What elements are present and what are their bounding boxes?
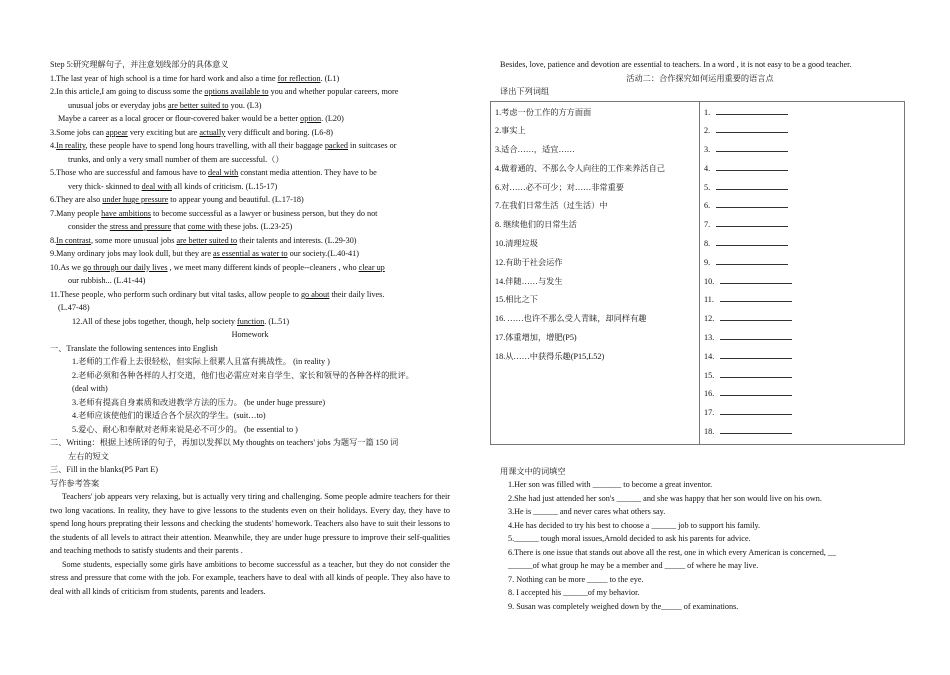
sentence-text: their talents and interests. (L.29-30) — [237, 235, 357, 245]
sentence-text: consider the — [68, 222, 110, 231]
answer-number: 8. — [704, 239, 711, 249]
sentence-text: 2.In this article,I am going to discuss some the — [50, 87, 205, 96]
answer-blank[interactable] — [720, 404, 792, 415]
sentence-line — [50, 234, 450, 248]
right-column — [490, 58, 910, 613]
sentence-text: . (L1) — [320, 73, 340, 83]
answer-blank[interactable] — [720, 273, 792, 284]
translate-label: 译出下列词组 — [500, 87, 550, 96]
hw1-item: 2.老师必须和各种各样的人打交道，他们也必需应对来自学生、家长和领导的各种各样的批评。 — [72, 370, 414, 380]
homework-title: Homework — [231, 330, 269, 339]
underlined-phrase: go through our daily lives — [82, 262, 168, 272]
answer-blank[interactable] — [720, 348, 792, 359]
sentence-line — [50, 85, 450, 99]
sentence-text: these jobs. (L.23-25) — [221, 222, 293, 231]
answer-row — [704, 329, 900, 348]
sentence-line — [50, 112, 450, 126]
fill-item: 6.There is one issue that stands out above all the rest, one in which every American is concerned, __ — [508, 547, 837, 557]
sentence-text: in suitcases or — [348, 141, 397, 150]
underlined-phrase: stress and pressure — [109, 222, 172, 231]
answer-row — [704, 291, 900, 310]
answer-row — [704, 348, 900, 367]
sentence-text: 11.These people, who perform such ordinary but vital tasks, allow people to — [50, 289, 301, 299]
sentence-line — [50, 247, 450, 261]
answer-blank[interactable] — [720, 423, 792, 434]
sentence-text: very exciting but are — [127, 127, 200, 137]
underlined-phrase: In contrast — [56, 235, 91, 245]
sentence-text: very thick- skinned to — [68, 181, 142, 191]
phrase-item: 4.做着通的、不那么令人向往的工作来养活自己 — [495, 163, 665, 173]
answer-blank[interactable] — [716, 179, 788, 190]
underlined-phrase: for reflection — [277, 73, 321, 83]
sentence-line — [50, 153, 450, 167]
answer-row — [704, 310, 900, 329]
hw2-title-cont: 左右的短文 — [68, 451, 109, 461]
sentence-text: unusual jobs or everyday jobs — [68, 100, 168, 110]
fill-item: 8. I accepted his ______of my behavior. — [508, 588, 640, 598]
fill-title: 用课文中的词填空 — [500, 466, 566, 476]
underlined-phrase: clear up — [358, 262, 385, 272]
vocab-table — [490, 101, 905, 445]
top-sentence: Besides, love, patience and devotion are essential to teachers. In a word , it is not easy to be a good teacher. — [500, 60, 852, 69]
answer-number: 4. — [704, 163, 711, 173]
underlined-phrase: as essential as water to — [213, 249, 288, 258]
sentence-text: 9.Many ordinary jobs may look dull, but they are — [50, 249, 214, 258]
answer-row — [704, 235, 900, 254]
sentence-line — [50, 220, 450, 234]
sentence-text: , some more unusual jobs — [90, 235, 177, 245]
fill-item: 9. Susan was completely weighed down by the_____ of examinations. — [508, 601, 739, 611]
sentence-text: 4. — [50, 141, 57, 150]
sentence-line — [50, 301, 450, 315]
answer-blank[interactable] — [716, 235, 788, 246]
underlined-phrase: appear — [105, 127, 128, 137]
answer-number: 7. — [704, 220, 711, 230]
sentence-line — [50, 99, 450, 113]
answer-number: 18. — [704, 427, 715, 437]
sentence-text: 6.They are also — [50, 195, 103, 204]
underlined-phrase: have ambitions — [101, 208, 151, 218]
phrase-item: 8. 继续他们的日常生活 — [495, 220, 577, 230]
underlined-phrase: deal with — [208, 168, 239, 177]
sentence-line — [50, 72, 450, 86]
answer-row — [704, 141, 900, 160]
step-title: Step 5:研究理解句子，并注意划线部分的具体意义 — [50, 60, 229, 69]
answer-blank[interactable] — [720, 367, 792, 378]
answer-blank[interactable] — [720, 329, 792, 340]
fill-item: 2.She had just attended her son's ______ and she was happy that her son would live on his own. — [508, 493, 822, 503]
sentence-text: all kinds of criticism. (L.15-17) — [171, 181, 278, 191]
phrase-item: 3.适合……，适宜…… — [495, 145, 575, 155]
phrase-item: 1.考虑一份工作的方方面面 — [495, 107, 592, 117]
sentence-text: 8. — [50, 235, 57, 245]
sentence-text: 5.Those who are successful and famous have to — [50, 168, 209, 177]
left-column — [50, 58, 450, 598]
answer-number: 6. — [704, 201, 711, 211]
answer-blank[interactable] — [716, 160, 788, 171]
underlined-phrase: under huge pressure — [102, 195, 169, 204]
answer-blank[interactable] — [716, 141, 788, 152]
fill-item: 5.______ tough moral issues,Arnold decided to ask his parents for advice. — [508, 534, 751, 544]
sentence-text: you. (L3) — [228, 100, 262, 110]
sentence-text: 10.As we — [50, 262, 83, 272]
sentence-text: constant media attention. They have to be — [238, 168, 377, 177]
sentence-text: our society.(L.40-41) — [287, 249, 359, 258]
sentence-text: to appear young and beautiful. (L.17-18) — [168, 195, 304, 204]
answer-title: 写作参考答案 — [50, 478, 100, 488]
answer-blank[interactable] — [716, 197, 788, 208]
hw1-item: 4.老师应该使他们的课适合各个层次的学生。(suit…to) — [72, 411, 266, 420]
phrase-item: 7.在我们日常生活（过生活）中 — [495, 201, 608, 211]
answer-blank[interactable] — [716, 122, 788, 133]
answer-number: 15. — [704, 370, 715, 380]
hw2-title: 二、Writing：根据上述所译的句子，再加以发挥以 My thoughts on teachers' jobs 为题写一篇 150 词 — [50, 438, 399, 447]
answer-blank[interactable] — [720, 310, 792, 321]
answer-row — [704, 104, 900, 123]
underlined-phrase: deal with — [141, 181, 172, 191]
answer-number: 3. — [704, 145, 711, 155]
sentence-line — [50, 274, 450, 288]
sentence-line — [50, 207, 450, 221]
sentence-list — [50, 72, 450, 329]
sentence-text: that — [171, 222, 188, 231]
fill-item: 1.Her son was filled with _______ to become a great inventor. — [508, 480, 713, 490]
underlined-phrase: function — [237, 316, 265, 326]
sentence-line — [50, 126, 450, 140]
answer-number: 11. — [704, 295, 714, 305]
answer-row — [704, 404, 900, 423]
answer-row — [704, 179, 900, 198]
sentence-line — [50, 261, 450, 275]
answer-number: 2. — [704, 126, 711, 136]
sentence-text: trunks, and only a very small number of them are successful.（） — [68, 154, 284, 164]
answer-number: 9. — [704, 257, 711, 267]
answer-row — [704, 273, 900, 292]
sentence-line — [50, 288, 450, 302]
phrase-item: 12.有助于社会运作 — [495, 257, 563, 267]
hw1-item: 1.老师的工作看上去很轻松，但实际上很累人且富有挑战性。 (in reality ) — [72, 357, 330, 366]
answer-row — [704, 385, 900, 404]
hw1-item: 3.老师有提高自身素质和改进教学方法的压力。 (be under huge pressure) — [72, 397, 326, 407]
sentence-line — [50, 315, 450, 329]
hw1-title: 一、Translate the following sentences into English — [50, 343, 218, 353]
answer-row — [704, 122, 900, 141]
activity-title: 活动二：合作探究如何运用重要的语言点 — [626, 73, 774, 83]
answer-number: 14. — [704, 351, 715, 361]
underlined-phrase: go about — [300, 289, 330, 299]
underlined-phrase: option — [300, 114, 322, 123]
phrase-cell — [491, 101, 700, 444]
sentence-text: . (L.51) — [264, 316, 290, 326]
sentence-text: 7.Many people — [50, 208, 102, 218]
sentence-text: , we meet many different kinds of people--cleaners , who — [167, 262, 359, 272]
sentence-text: . (L20) — [321, 114, 344, 123]
sentence-text: our rubbish... (L.41-44) — [68, 276, 146, 285]
answer-paragraph-1: Teachers' job appears very relaxing, but is actually very tiring and challenging. Some people admire teachers for their two long vacations. In reality, they have to give lessons to the students even on their holidays. Every day, they have to spend long hours preprating their lessons and checking the students' homework. Teachers also have to suit their lessons to the students of all levels to attract their attention. Meanwhile, they are under huge pressure to improve their self-qualities and teaching methods to satisfy students and their parents . — [50, 492, 450, 555]
underlined-phrase: In reality — [56, 141, 86, 150]
sentence-text: Maybe a career as a local grocer or flour-covered baker would be a better — [58, 114, 301, 123]
underlined-phrase: options available to — [204, 87, 269, 96]
phrase-item: 10.清理垃圾 — [495, 239, 538, 249]
answer-row — [704, 254, 900, 273]
hw1-item: (deal with) — [72, 384, 108, 393]
answer-number: 12. — [704, 314, 715, 324]
sentence-text: , these people have to spend long hours travelling, with all their baggage — [85, 141, 325, 150]
phrase-item: 18.从……中获得乐趣(P15,L52) — [495, 351, 605, 361]
answer-row — [704, 197, 900, 216]
answer-row — [704, 367, 900, 386]
underlined-phrase: packed — [324, 141, 348, 150]
sentence-text: 12.All of these jobs together, though, help society — [72, 316, 237, 326]
phrase-item: 17.体重增加，增肥(P5) — [495, 333, 577, 343]
answer-number: 5. — [704, 182, 711, 192]
sentence-line — [50, 180, 450, 194]
sentence-text: very difficult and boring. (L6-8) — [225, 127, 333, 137]
answer-cell — [700, 101, 905, 444]
answer-row — [704, 160, 900, 179]
phrase-item: 16. ……也许不那么受人青睐，却同样有趣 — [495, 314, 647, 324]
answer-row — [704, 216, 900, 235]
underlined-phrase: are better suited to — [176, 235, 238, 245]
phrase-item: 2.事实上 — [495, 126, 526, 136]
hw3-title: 三、Fill in the blanks(P5 Part E) — [50, 465, 159, 474]
answer-number: 16. — [704, 389, 715, 399]
sentence-text: 3.Some jobs can — [50, 127, 106, 137]
hw1-item: 5.爱心、耐心和奉献对老师来说是必不可少的。 (be essential to ) — [72, 424, 298, 434]
sentence-text: 1.The last year of high school is a time for hard work and also a time — [50, 73, 278, 83]
answer-blank[interactable] — [720, 385, 792, 396]
answer-blank[interactable] — [716, 216, 788, 227]
sentence-text: to become successful as a lawyer or business person, but they do not — [150, 208, 378, 218]
answer-number: 10. — [704, 276, 715, 286]
answer-number: 1. — [704, 107, 711, 117]
fill-item: 3.He is ______ and never cares what others say. — [508, 507, 666, 517]
fill-item: 4.He has decided to try his best to choose a ______ job to support his family. — [508, 520, 761, 530]
underlined-phrase: come with — [187, 222, 222, 231]
phrase-item: 6.对……必不可少；对……非常重要 — [495, 182, 624, 192]
fill-item: 7. Nothing can be more _____ to the eye. — [508, 574, 644, 584]
sentence-line — [50, 193, 450, 207]
answer-number: 13. — [704, 333, 715, 343]
sentence-line — [50, 139, 450, 153]
sentence-line — [50, 166, 450, 180]
underlined-phrase: are better suited to — [167, 100, 229, 110]
sentence-text: their daily lives. — [329, 289, 385, 299]
answer-blank[interactable] — [716, 254, 788, 265]
underlined-phrase: actually — [199, 127, 226, 137]
answer-number: 17. — [704, 408, 715, 418]
sentence-text: you and whether popular careers, more — [268, 87, 399, 96]
phrase-item: 15.相比之下 — [495, 295, 538, 305]
answer-row — [704, 423, 900, 442]
sentence-text: (L.47-48) — [58, 303, 90, 312]
phrase-item: 14.伴随……与发生 — [495, 276, 563, 286]
answer-blank[interactable] — [716, 104, 788, 115]
answer-blank[interactable] — [720, 291, 792, 302]
fill-item: ______of what group he may be a member and _____ of where he may live. — [508, 561, 759, 571]
answer-paragraph-2: Some students, especially some girls have ambitions to become successful as a teacher, but they do not consider the stress and pressure that come with the job. For example, teachers have to deal with all kinds of people. They also have to deal with all kinds of criticism from students, parents and leaders. — [50, 559, 450, 596]
